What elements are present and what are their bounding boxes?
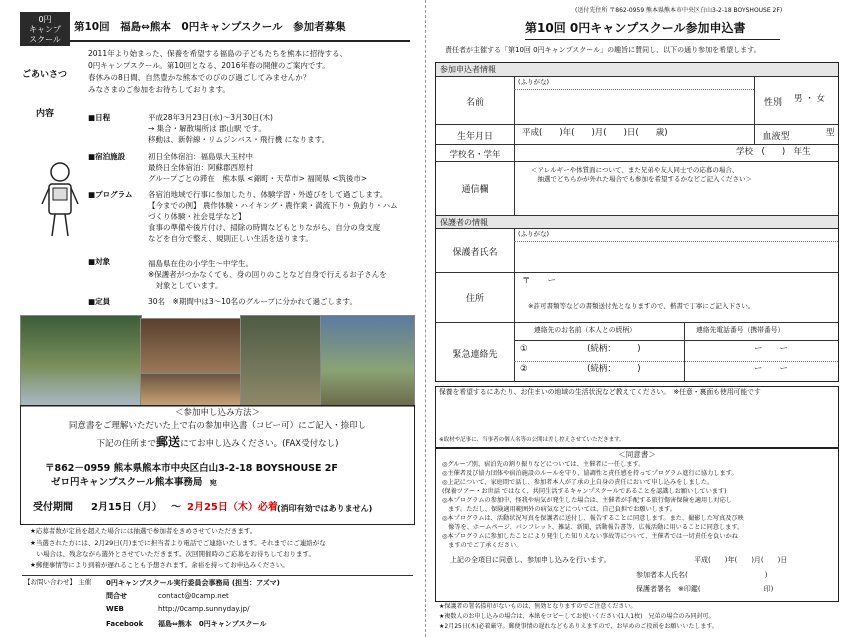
section-participant: 参加申込者情報	[436, 63, 838, 76]
item-line: 平成28年3月23日(水)〜3月30日(木)	[148, 113, 273, 122]
furigana-label: (ふりがな)	[518, 78, 550, 86]
participant-signature-field[interactable]: 参加者本人氏名( )	[636, 571, 768, 579]
item-line: 福島県在住の小学生〜中学生。	[148, 259, 253, 268]
form-intro: 責任者が主催する「第10回 0円キャンプスクール」の趣旨に賛同し、以下の通り参加を希望します。	[445, 46, 761, 54]
item-line: づくり体験・社会見学など】	[148, 212, 246, 221]
contact-key: WEB	[106, 605, 124, 613]
item-line: 食事の準備や後片付け、掃除の時間などもとりながら、自分の身支度	[148, 223, 381, 232]
comm-note: ＜アレルギーや体質面について、また兄弟や友人同士での応募の場合、	[531, 166, 739, 174]
cell-divider	[514, 229, 515, 273]
apply-line: 同意書をご理解いただいた上で右の参加申込書（コピー可）にご記入・捺印し	[68, 421, 367, 431]
greeting-line: みなさまのご参加をお待ちしております。	[88, 85, 230, 94]
guardian-row	[436, 228, 838, 273]
address-note: ※許可書類等などの書類送付先となりますので、楷書で丁寧にご記入下さい。	[528, 302, 755, 310]
emergency-label: 緊急連絡先	[452, 350, 498, 360]
consent-line: (保養ツアー・お世話 ではなく、共同生活するキャンプスクールであることを認識しお願いしています)	[442, 488, 727, 495]
item-line: 30名 ※期間中は3〜10名のグループに分かれて過ごします。	[148, 297, 357, 306]
guardian-label: 保護者氏名	[452, 248, 498, 258]
consent-line: ますのでご了承ください。	[442, 542, 523, 549]
apply-line-post: にてお申し込みください。(FAX受付なし)	[180, 439, 339, 449]
greeting-label: ごあいさつ	[22, 70, 68, 80]
contact-key: Facebook	[106, 620, 144, 628]
application-form-page	[425, 0, 850, 637]
camp-logo: 0円 キャンプ スクール	[20, 12, 70, 46]
item-line: グループごとの滞在 熊本県 <錦町・天草市> 福岡県 <筑後市>	[148, 174, 368, 183]
consent-box	[435, 448, 839, 602]
river-photo	[20, 315, 142, 407]
greeting-line: 2011年より始まった、保養を希望する福島の子どもたちを熊本に招待する、	[88, 49, 348, 58]
birth-label: 生年月日	[456, 132, 493, 142]
emergency-col-head: 連絡先のお名前（本人との続柄）	[534, 326, 636, 334]
consent-line: ◎グループ別、宿泊先の割り振りなどについては、主催者に一任します。	[442, 461, 645, 468]
cell-divider	[514, 273, 515, 323]
emergency-contact-1[interactable]: ① (続柄： )	[520, 344, 641, 354]
address-row	[436, 272, 838, 323]
apply-line-2	[21, 436, 414, 450]
footnote: ★複数人のお申し込みの場合は、本紙をコピーしてお使いください(1人1枚) 兄弟の場合のみ同封可。	[439, 613, 715, 620]
greeting-line: 0円キャンプスクール。第10回となる、2016年春の開催のご案内です。	[88, 61, 330, 70]
application-method-box	[20, 405, 415, 525]
sender-address: (送付先住所 〒862-0959 熊本県熊本市中央区白山3-2-18 BOYSHOUSE 2F)	[575, 7, 783, 14]
item-line: 【今までの例】 農作体験・ハイキング・農作業・満流下り・魚釣り・ハム	[148, 201, 398, 210]
form-title: 第10回 0円キャンプスクール参加申込書	[525, 21, 746, 35]
comm-note: 抽選でどちらかが外れた場合でも参加を希望するかなどご記入ください＞	[531, 175, 752, 183]
item-bullet-program: ■プログラム	[88, 190, 133, 199]
furigana-label: (ふりがな)	[518, 230, 550, 238]
consent-line: ◎主催者及び協力団体や宿泊施設のルールを守り、協調性と責任感を持ってプログラム進行に協力します。	[442, 470, 738, 477]
school-label: 学校名・学年	[449, 150, 501, 160]
emergency-contact-2[interactable]: ② (続柄： )	[520, 364, 641, 374]
consent-line: ます。ただし、保険適用範囲外の病気などについては、自己負担でお願いします。	[442, 506, 677, 513]
consent-line: 像等を、ホームページ、パンフレット、雑誌、新聞、活動報告書等、広報活動に用いることに同意します。	[442, 524, 744, 531]
item-line: 初日全体宿泊：福島県大玉村中	[148, 152, 253, 161]
apply-heading: ＜参加申し込み方法＞	[174, 408, 260, 418]
cell-divider	[514, 145, 515, 162]
emergency-col-head: 連絡先電話番号（携帯番号）	[696, 326, 785, 334]
contact-label: 【お問い合わせ】 主催	[24, 578, 92, 586]
consent-line: ◎上記について、家庭間で話し、参加者本人が了承の上自身の責任において申し込みをしました。	[442, 479, 714, 486]
honorific: 宛	[209, 479, 217, 487]
consent-line: ◎本プログラムは、活動状況写真を保護者に送付し、報告することに同意します。また、撮影した写真及び映	[442, 515, 744, 522]
note-line: ★当選された方には、2月29日(月)までに担当者より電話でご連絡いたします。それまでにご連絡がな	[30, 539, 326, 547]
sign-intro: 上記の全項目に同意し、参加申し込みを行います。	[450, 556, 611, 564]
child-illustration-icon	[40, 160, 80, 240]
cell-divider	[514, 162, 515, 216]
content-label: 内容	[36, 109, 55, 119]
flyer-title-bar	[70, 18, 410, 42]
period-label: 受付期間	[33, 502, 73, 513]
sex-label: 性別	[763, 98, 782, 108]
guardian-signature-field[interactable]: 保護者署名 ※印鑑( 印)	[636, 585, 774, 593]
mail-address: 〒862－0959 熊本県熊本市中央区白山3-2-18 BOYSHOUSE 2F	[45, 463, 338, 474]
item-bullet-schedule: ■日程	[88, 113, 111, 122]
note-line: ★郵便事情等により到着が遅れることも予想されます。余裕を持ってお申込みください。	[30, 561, 289, 569]
group-photo	[140, 318, 242, 375]
section-guardian: 保護者の情報	[436, 215, 838, 228]
item-bullet-lodging: ■宿泊施設	[88, 152, 126, 161]
concern-box[interactable]	[435, 386, 839, 448]
mail-org-name: ゼロ円キャンプスクール熊本事務局	[51, 477, 203, 488]
blood-type-field[interactable]: 型	[826, 128, 835, 138]
contact-facebook[interactable]: 福島⇔熊本 0円キャンプスクール	[158, 620, 267, 628]
consent-line: ◎本プログラムの参加中、怪我や病気が発生した場合は、主催者が手配する旅行傷害保険を適用し対応し	[442, 497, 732, 504]
sign-date-field[interactable]: 平成( )年( )月( )日	[694, 556, 788, 564]
birth-row	[436, 124, 838, 145]
period-note: (消印有効ではありません)	[277, 504, 373, 513]
comm-label: 通信欄	[461, 185, 489, 195]
note-line: ★応募者数が定員を超えた場合には抽選で参加者をきめさせていただきます。	[30, 527, 257, 535]
footnote: ★2月25日(木)必着厳守。郵便事情の遅れなどもありえますので、お早めのご投函をお願いいたします。	[439, 623, 718, 630]
item-line: 対象としています。	[148, 281, 223, 290]
consent-line: ◎本プログラムに参加したことにより発生した知りえない事故等について、主催者では一切責任を負いかね	[442, 533, 738, 540]
concern-prompt: 保養を希望するにあたり、お住まいの地域の生活状況など教えてください。 ※任意・裏面も使用可能です	[439, 388, 761, 396]
activity-photo	[140, 373, 242, 407]
period-start: 2月15日（月）	[91, 502, 162, 513]
item-line: ※保護者がつかなくても、身の回りのことなど自身で行えるお子さんを	[148, 270, 387, 279]
mail-org	[51, 478, 217, 489]
postal-field[interactable]: 〒 ー	[522, 276, 557, 286]
item-line: → 集合・解散場所は 郡山駅 です。	[148, 124, 266, 133]
cell-divider	[514, 323, 515, 382]
item-line: 移動は、新幹線・リムジンバス・飛行機 になります。	[148, 135, 330, 144]
item-bullet-capacity: ■定員	[88, 297, 111, 306]
contact-web-link[interactable]: http://0camp.sunnyday.jp/	[158, 605, 250, 613]
item-line: などを自分で整え、規則正しい生活を送ります。	[148, 234, 313, 243]
emergency-row	[436, 322, 838, 382]
furigana-divider	[514, 241, 838, 242]
emergency-phone-2[interactable]: ー ー	[754, 364, 789, 374]
school-row	[436, 144, 838, 162]
item-line: 最終日全体宿泊：阿蘇郡西原村	[148, 163, 253, 172]
contact-org: 0円キャンプスクール実行委員会事務局 (担当：アズマ)	[106, 579, 280, 587]
school-field[interactable]: 学校 ( ) 年生	[736, 147, 811, 157]
mail-emphasis: 郵送	[156, 435, 181, 449]
concern-note: ※取材や記事に、当事者の個人名等の公開は差し控えさせていただきます。	[439, 437, 625, 443]
title-underline	[525, 39, 780, 40]
emergency-phone-1[interactable]: ー ー	[754, 344, 789, 354]
contact-divider	[22, 575, 413, 576]
cell-divider	[684, 323, 685, 382]
footnote: ★保護者の署名捺印がないものは、無効となりますのでご注意ください。	[439, 603, 637, 610]
cell-divider	[514, 125, 515, 145]
furigana-divider	[514, 89, 754, 90]
blood-label: 血液型	[762, 132, 790, 142]
cell-divider	[514, 77, 515, 125]
item-bullet-target: ■対象	[88, 257, 111, 266]
children-photo	[240, 315, 322, 407]
flyer-page	[0, 0, 415, 637]
row-divider	[514, 361, 838, 362]
contact-email[interactable]: contact@0camp.net	[158, 592, 229, 600]
note-line: い場合は、残念ながら選外とさせていただきます。次回開催時のご応募をお待ちしております。	[30, 550, 315, 558]
birthdate-field[interactable]: 平成( )年( )月( )日( 歳)	[522, 128, 668, 138]
row-divider	[514, 340, 838, 341]
name-label: 名前	[465, 98, 484, 108]
flyer-title: 第10回 福島⇔熊本 0円キャンプスクール 参加者募集	[74, 21, 346, 33]
contact-key: 問合せ	[106, 592, 127, 600]
apply-line-pre: 下記の住所まで	[96, 439, 157, 449]
participant-form	[435, 62, 839, 382]
consent-heading: ＜同意書＞	[618, 450, 656, 459]
item-line: 各宿泊地域で行事に参加したり、体験学習・外遊びをして過ごします。	[148, 190, 388, 199]
greeting-line: 春休みの8日間、自然豊かな熊本でのびのび過ごしてみませんか？	[88, 73, 311, 82]
sex-field[interactable]: 男 ・ 女	[794, 94, 825, 104]
period-tilde: 〜	[171, 502, 181, 513]
name-row	[436, 76, 838, 125]
outdoor-photo	[320, 315, 415, 407]
address-label: 住所	[465, 294, 484, 304]
period-end: 2月25日（木）必着	[187, 502, 278, 513]
comm-row	[436, 161, 838, 216]
